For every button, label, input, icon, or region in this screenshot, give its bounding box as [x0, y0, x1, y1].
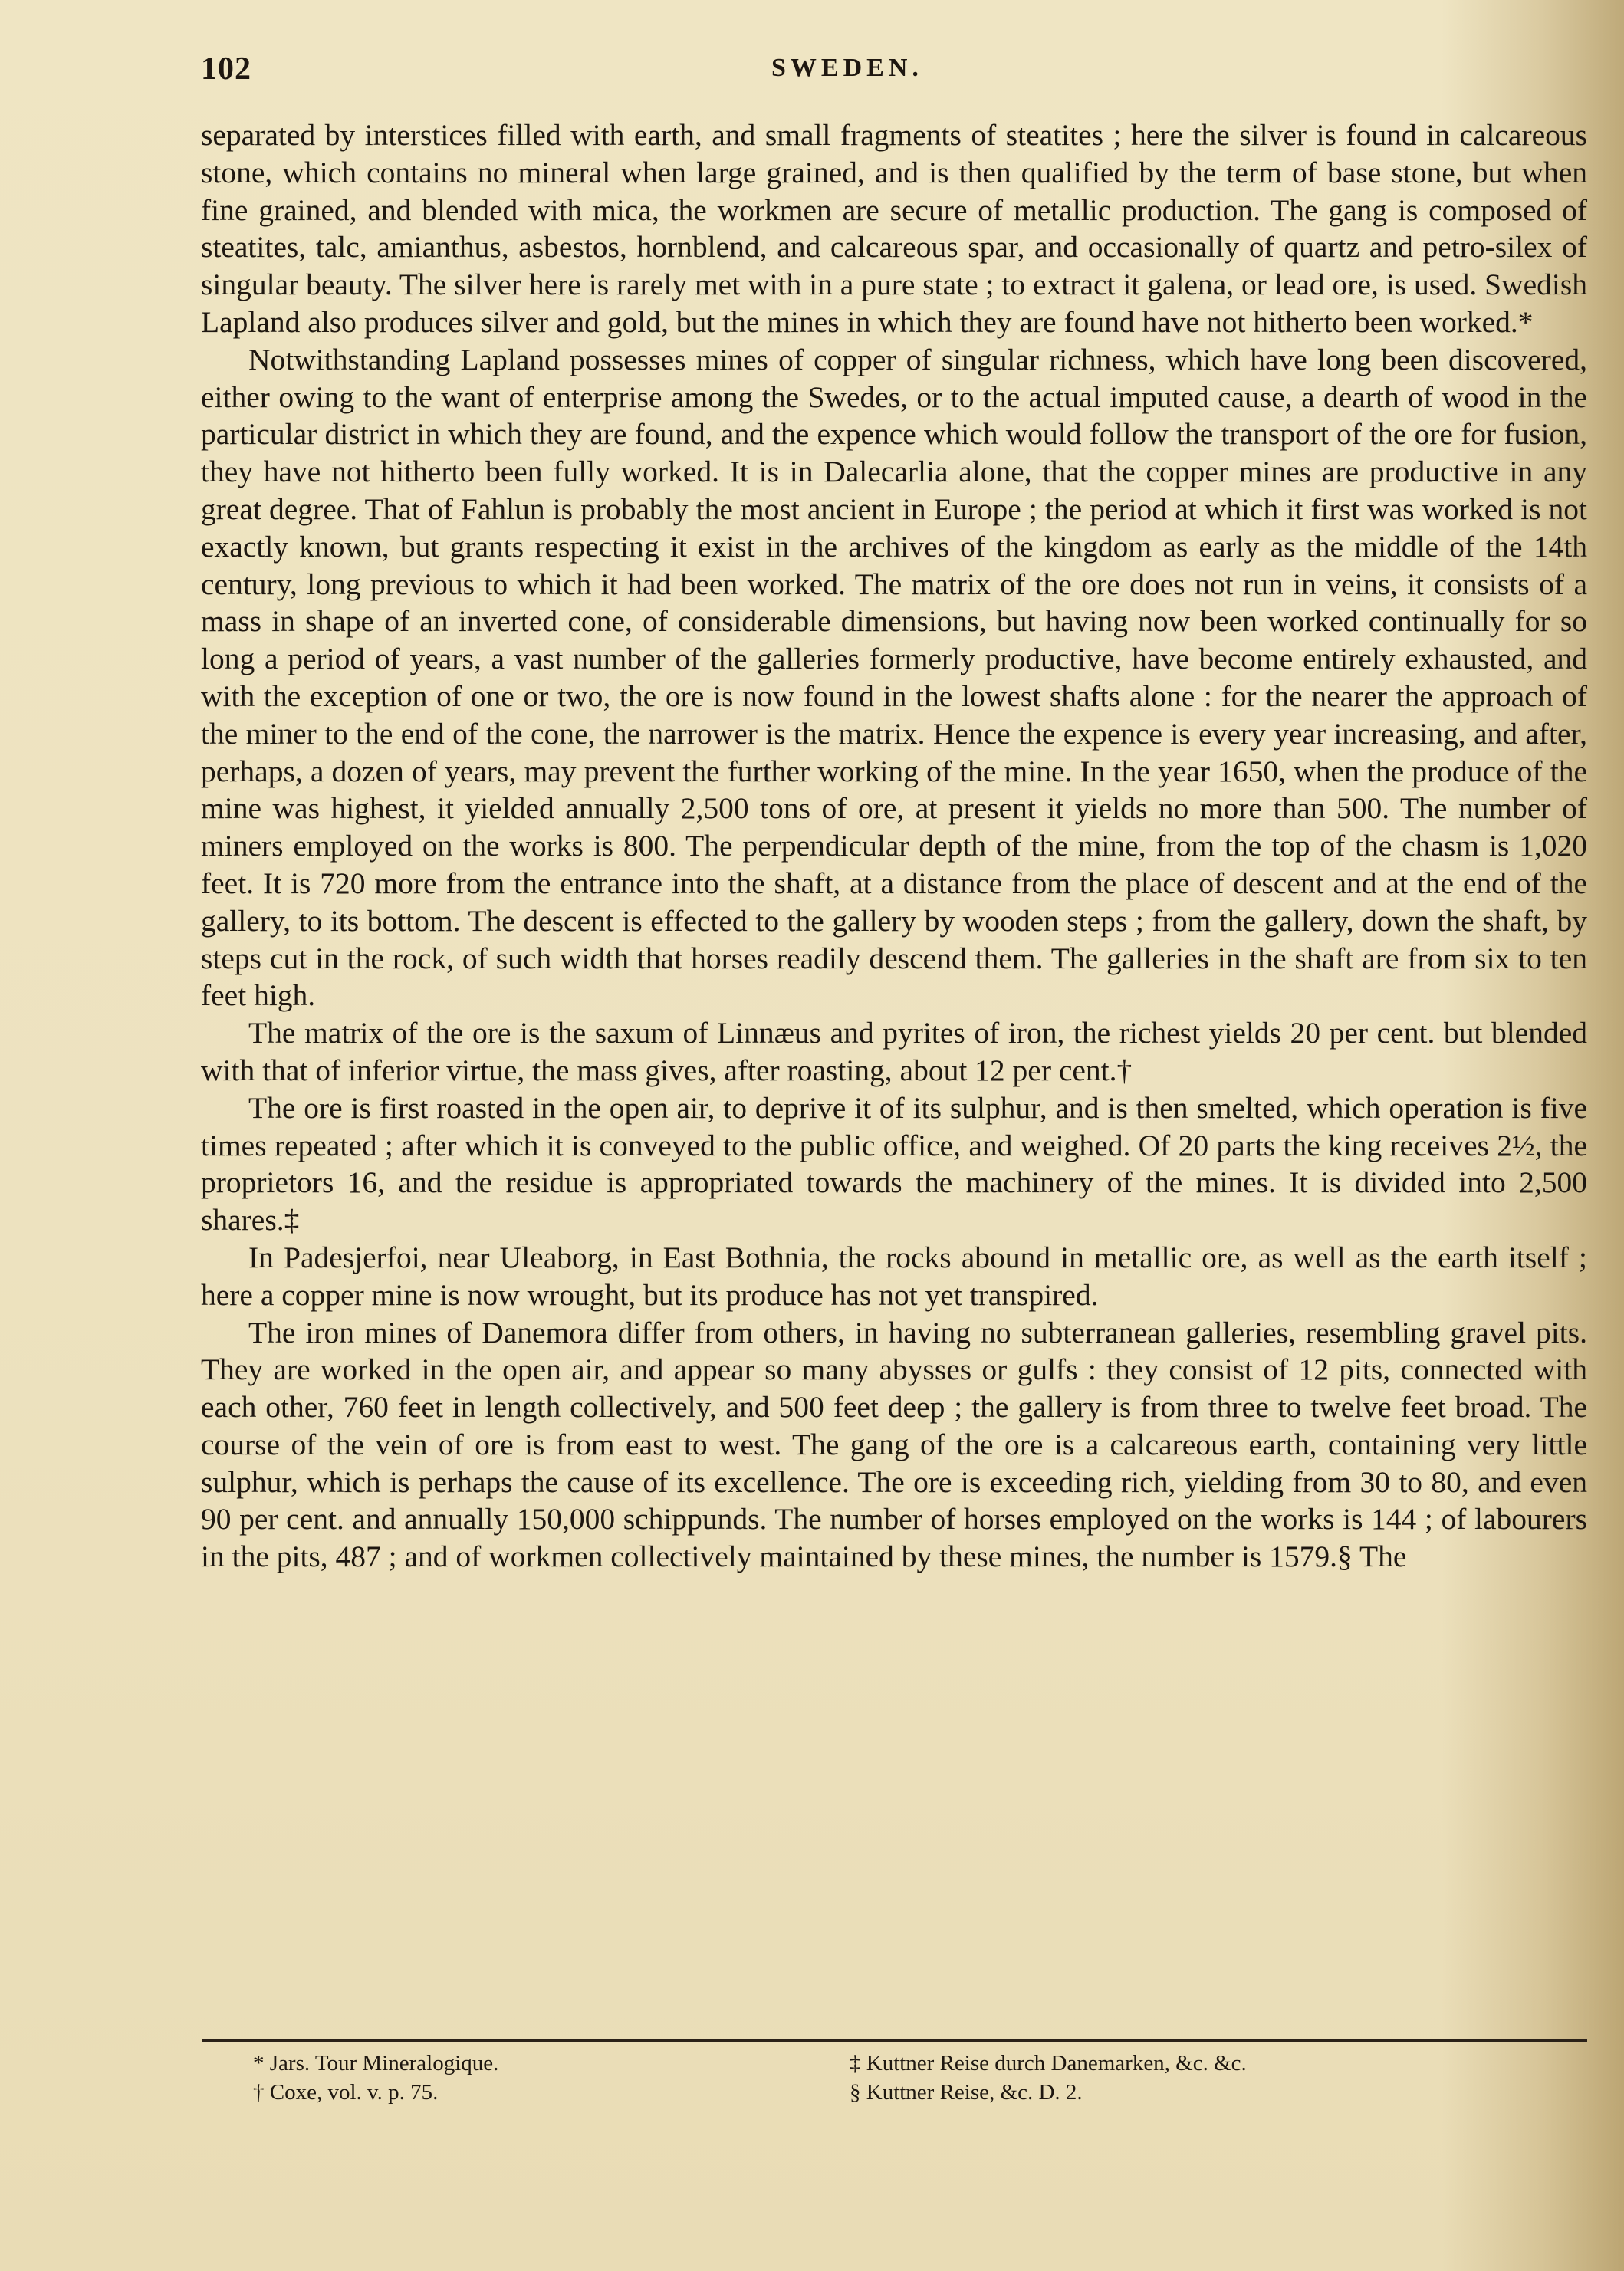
paragraph: separated by interstices filled with earth, and small fragments of steatites ; here the silver is found in calcareous stone, which contains no mineral when large grained, and is then qualified by the term of base stone, but when fine grained, and blended with mica, the workmen are secure of metallic production. The gang is composed of steatites, talc, amianthus, asbestos, hornblend, and calcareous spar, and occasionally of quartz and petro-silex of singular beauty. The silver here is rarely met with in a pure state ; to extract it galena, or lead ore, is used. Swedish Lapland also produces silver and gold, but the mines in which they are found have not hitherto been worked.* [201, 118, 1587, 339]
body-text [201, 117, 1587, 1576]
paragraph: Notwithstanding Lapland possesses mines of copper of singular richness, which have long been discovered, either owing to the want of enterprise among the Swedes, or to the actual imputed cause, a dearth of wood in the particular district in which they are found, and the expence which would follow the transport of the ore for fusion, they have not hitherto been fully worked. It is in Dalecarlia alone, that the copper mines are productive in any great degree. That of Fahlun is probably the most ancient in Europe ; the period at which it first was worked is not exactly known, but grants respecting it exist in the archives of the kingdom as early as the middle of the 14th century, long previous to which it had been worked. The matrix of the ore does not run in veins, it consists of a mass in shape of an inverted cone, of considerable dimensions, but having now been worked continually for so long a period of years, a vast number of the galleries formerly productive, have become entirely exhausted, and with the exception of one or two, the ore is now found in the lowest shafts alone : for the nearer the approach of the miner to the end of the cone, the narrower is the matrix. Hence the expence is every year increasing, and after, perhaps, a dozen of years, may prevent the further working of the mine. In the year 1650, when the produce of the mine was highest, it yielded annually 2,500 tons of ore, at present it yields no more than 500. The number of miners employed on the works is 800. The perpendicular depth of the mine, from the top of the chasm is 1,020 feet. It is 720 more from the entrance into the shaft, at a distance from the place of descent and at the end of the gallery, to its bottom. The descent is effected to the gallery by wooden steps ; from the gallery, down the shaft, by steps cut in the rock, of such width that horses readily descend them. The galleries in the shaft are from six to ten feet high. [201, 342, 1587, 1013]
paragraph: The iron mines of Danemora differ from others, in having no subterranean galleries, resembling gravel pits. They are worked in the open air, and appear so many abysses or gulfs : they consist of 12 pits, connected with each other, 760 feet in length collectively, and 500 feet deep ; the gallery is from three to twelve feet broad. The course of the vein of ore is from east to west. The gang of the ore is a calcareous earth, containing very little sulphur, which is perhaps the cause of its excellence. The ore is exceeding rich, yielding from 30 to 80, and even 90 per cent. and annually 150,000 schippunds. The number of horses employed on the works is 144 ; of labourers in the pits, 487 ; and of workmen collectively maintained by these mines, the number is 1579.§ The [201, 1315, 1587, 1574]
footnote: ‡ Kuttner Reise durch Danemarken, &c. &c. [850, 2051, 1247, 2075]
footnotes-left-column [253, 2049, 498, 2107]
footnote: * Jars. Tour Mineralogique. [253, 2051, 499, 2075]
footnote: § Kuttner Reise, &c. D. 2. [850, 2080, 1083, 2105]
paragraph: The matrix of the ore is the saxum of Linnæus and pyrites of iron, the richest yields 20 per cent. but blended with that of inferior virtue, the mass gives, after roasting, about 12 per cent.† [201, 1016, 1587, 1087]
page-header [201, 51, 1581, 97]
paragraph: In Padesjerfoi, near Uleaborg, in East Bothnia, the rocks abound in metallic ore, as well as the earth itself ; here a copper mine is now wrought, but its produce has not yet transpired. [201, 1240, 1587, 1312]
running-head: SWEDEN. [771, 54, 923, 82]
footnotes-right-column [850, 2049, 1247, 2107]
footnote: † Coxe, vol. v. p. 75. [253, 2080, 439, 2105]
paragraph: The ore is first roasted in the open air, to deprive it of its sulphur, and is then smelted, which operation is five times repeated ; after which it is conveyed to the public office, and weighed. Of 20 parts the king receives 2½, the proprietors 16, and the residue is appropriated towards the machinery of the mines. It is divided into 2,500 shares.‡ [201, 1090, 1587, 1237]
footnote-divider [202, 2039, 1587, 2042]
page-number: 102 [201, 51, 251, 87]
